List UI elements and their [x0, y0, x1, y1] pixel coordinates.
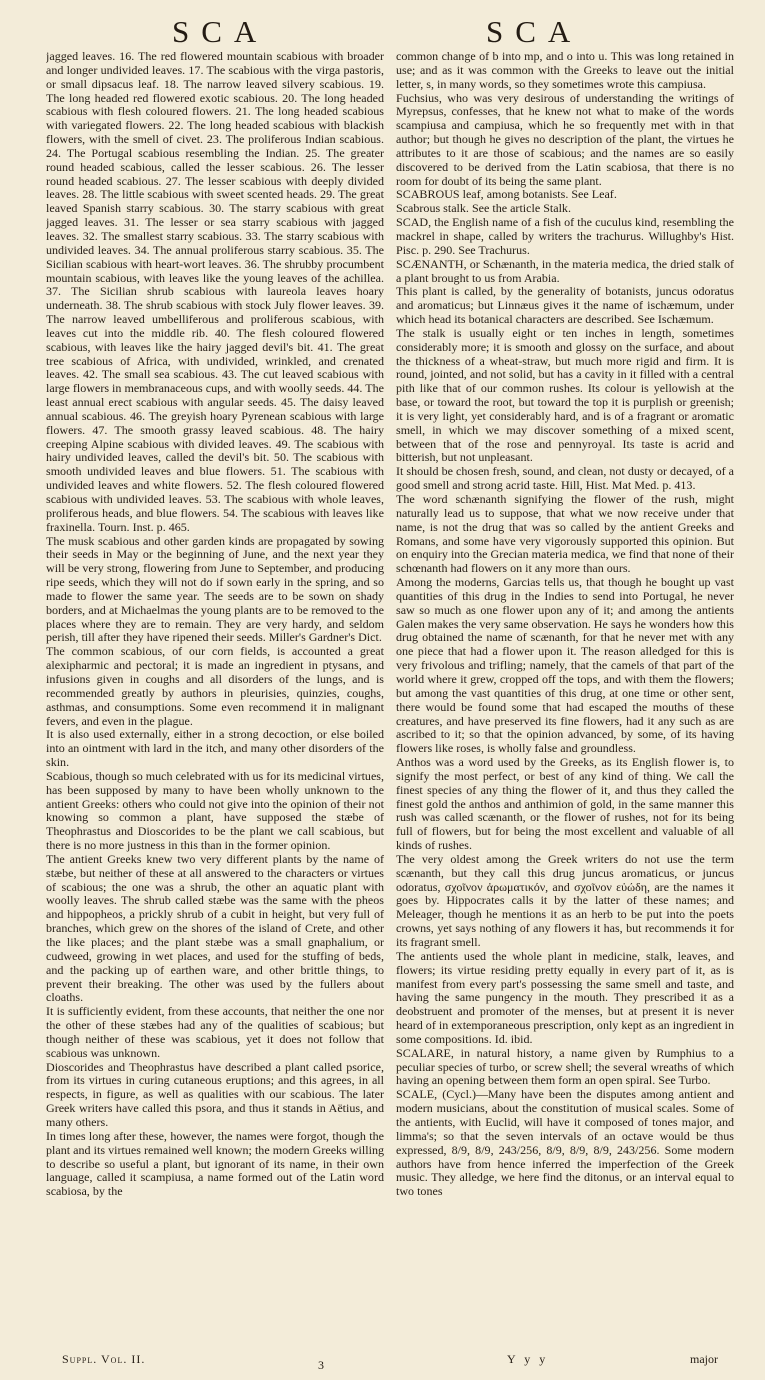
- paragraph: In times long after these, however, the names were forgot, though the plant and its virtues remained well known; the modern Greeks willing to describe so useful a plant, but ignorant of its name, in their own language, called it scampiusa, a name formed out of the Latin word scabiosa, by the: [46, 1128, 384, 1199]
- paragraph: It is sufficiently evident, from these accounts, that neither the one nor the other of these stæbes had any of the qualities of scabious; but though neither of these was scabious, yet it does not follow that scabious was unknown.: [46, 1004, 384, 1060]
- page-footer: [0, 1352, 765, 1376]
- entry-scale: SCALE, (Cycl.)—Many have been the disputes among antient and modern musicians, about the constitution of musical scales. Some of the antients, with Euclid, will have it composed of tones major, and limma's; so that the seven intervals of an octave would be thus expressed, 8/9, 8/9, 243/256, 8/9, 8/9, 8/9, 243/256. Some modern authors have from hence inferred the imperfection of the Greek music. They alledge, we here find the ditonus, or an interval equal to two tones: [396, 1087, 734, 1199]
- paragraph: The antient Greeks knew two very different plants by the name of stæbe, but neither of these at all answered to the characters or virtues of scabious; the one was a shrub, the other an aquatic plant with woolly leaves. The shrub called stæbe was the same with the pheos and hippopheos, a prickly shrub of a cubit in height, but very full of branches, which grew on the shores of the island of Crete, and other the like places; and the plant stæbe was a small gnaphalium, or cudweed, growing in wet places, and used for the stuffing of beds, and the packing up of earthen ware, and other brittle things, to prevent their breaking. The other was used by the fullers about cloaths.: [46, 851, 384, 1005]
- entry-scad: SCAD, the English name of a fish of the cuculus kind, resembling the mackrel in shape, called by writers the trachurus. Willughby's Hist. Pisc. p. 290. See Trachurus.: [396, 215, 734, 257]
- paragraph: The musk scabious and other garden kinds are propagated by sowing their seeds in May or the beginning of June, and the next year they will be very strong, flowering from June to September, and producing ripe seeds, which they will not do if sown early in the spring, and so made to flower the same year. The seeds are to be sown on shady borders, and at Michaelmas the young plants are to be removed to the places where they are to remain. They are very hardy, and seldom perish, till after they have ripened their seeds. Miller's Gardner's Dict.: [46, 533, 384, 645]
- paragraph: This plant is called, by the generality of botanists, juncus odoratus and aromaticus; but Linnæus gives it the name of ischæmum, under which head its botanical characters are described. See Ischæmum.: [396, 284, 734, 327]
- paragraph: The antients used the whole plant in medicine, stalk, leaves, and flowers; its virtue residing pretty equally in every part of it, as is manifest from every part's possessing the same smell and taste, and having the same pungency in the mouth. They prescribed it as a deobstruent and promoter of the menses, but at present it is never heard of in extemporaneous prescription, only kept as an ingredient in some compositions. Id. ibid.: [396, 948, 734, 1046]
- paragraph: The stalk is usually eight or ten inches in length, sometimes considerably more; it is smooth and glossy on the surface, and about the thickness of a wheat-straw, but much more rigid and firm. It is round, jointed, and not solid, but has a cavity in it filled with a central pith like that of our common rushes. Its colour is yellowish at the base, or toward the root, but toward the top it is purplish or greenish; it is very light, yet considerably hard, and is of a fragrant or aromatic smell, in which we may discover something of a mixed scent, between that of the rose and pennyroyal. Its taste is acrid and bitterish, but not unpleasant.: [396, 325, 734, 465]
- volume-label: Suppl. Vol. II.: [62, 1352, 146, 1366]
- entry-scalare: SCALARE, in natural history, a name given by Rumphius to a peculiar species of turbo, or screw shell; the several wreaths of which having an opening between them form an open spiral. See Turbo.: [396, 1045, 734, 1088]
- paragraph: It should be chosen fresh, sound, and clean, not dusty or decayed, of a good smell and strong acrid taste. Hill, Hist. Mat Med. p. 413.: [396, 464, 734, 493]
- right-column: [396, 50, 734, 1350]
- paragraph: The common scabious, of our corn fields, is accounted a great alexipharmic and pectoral; it is made an ingredient in ptysans, and infusions given in coughs and all disorders of the lungs, and is recommended greatly by authors in pleurisies, quinzies, coughs, asthmas, and consumptions. Some even recommend it in malignant fevers, and even in the plague.: [46, 644, 384, 728]
- page-number: 3: [318, 1358, 324, 1372]
- entry-scabrous-stalk: Scabrous stalk. See the article Stalk.: [396, 201, 571, 216]
- running-head-right: SCA: [486, 14, 583, 49]
- paragraph: Scabious, though so much celebrated with us for its medicinal virtues, has been supposed by many to have been wholly unknown to the antient Greeks: others who could not give into the opinion of their not knowing so common a plant, have supposed the stæbe of Theophrastus and Dioscorides to be the plant we call scabious, but there is no more justness in this than in the former opinion.: [46, 768, 384, 853]
- paragraph: Fuchsius, who was very desirous of understanding the writings of Myrepsus, confesses, that he knew not what to make of the words scampiusa and campiusa, which he so frequently met with in that author; but though he gives no description of the plant, the virtues he attributes to it are those of scabious; and the names are so easily discovered to be derived from the Latin scabiosa, that there is no room for doubt of its being the same plant.: [396, 90, 734, 188]
- running-head-left: SCA: [172, 14, 269, 49]
- paragraph: Anthos was a word used by the Greeks, as its English flower is, to signify the most perfect, or best of any kind of thing. We call the finest species of any thing the flower of it, and thus they called the finest gold the anthos and anthimion of gold, in the same manner this rush was called scænanth, or the flower of rushes, not for its being full of flowers, but for being the most excellent and valuable of all kinds of rushes.: [396, 755, 734, 853]
- running-head: [0, 14, 765, 54]
- paragraph: It is also used externally, either in a strong decoction, or else boiled into an ointment with lard in the itch, and many other disorders of the skin.: [46, 727, 384, 770]
- paragraph: The word schænanth signifying the flower of the rush, might naturally lead us to suppose, that what we now receive under that name, is not the drug that was so called by the antient Greeks and Romans, and some have very vigorously supported this opinion. But on enquiry into the Grecian materia medica, we find that none of their schœnanth had flowers on it any more than ours.: [396, 492, 734, 576]
- paragraph: jagged leaves. 16. The red flowered mountain scabious with broader and longer undivided leaves. 17. The scabious with the virga pastoris, or small dipsacus leaf. 18. The narrow leaved silvery scabious. 19. The long headed red flowered exotic scabious. 20. The long headed scabious with flesh coloured flowers. 21. The long headed scabious with variegated flowers. 22. The long headed scabious with blackish flowers, with the smell of civet. 23. The proliferous Indian scabious. 24. The Portugal scabious resembling the Indian. 25. The greater round headed scabious, called the lesser scabious. 26. The lesser round headed scabious. 27. The lesser scabious with deeply divided leaves. 28. The little scabious with sweet scented heads. 29. The great leaved Spanish starry scabious. 30. The starry scabious with great jagged leaves. 31. The lesser or sea starry scabious with jagged leaves. 32. The smallest starry scabious. 33. The starry scabious with undivided leaves. 34. The annual proliferous starry scabious. 35. The Sicilian scabious with heart-wort leaves. 36. The shrubby procumbent mountain scabious, with leaves like the young leaves of the achillea. 37. The Sicilian shrub scabious with laureola leaves hoary underneath. 38. The shrub scabious with stock July flower leaves. 39. The narrow leaved umbelliferous and proliferous scabious, with leaves cut into the middle rib. 40. The flesh coloured flowered scabious, with leaves like the hairy jagged devil's bit. 41. The great tree scabious of Africa, with undivided, wrinkled, and crenated leaves. 42. The small sea scabious. 43. The cut leaved scabious with large flowers in membranaceous cups, and with woolly seeds. 44. The least annual erect scabious with angular seeds. 45. The daisy leaved annual scabious. 46. The greyish hoary Pyrenean scabious with large flowers. 47. The smooth grassy leaved scabious. 48. The hairy creeping Alpine scabious with divided leaves. 49. The scabious with hairy undivided leaves, called the devil's bit. 50. The scabious with smooth undivided leaves and blue flowers. 51. The scabious with undivided leaves and white flowers. 52. The flesh coloured flowered scabious with undivided leaves. 53. The scabious with whole leaves, proliferous heads, and blue flowers. 54. The scabious with leaves like fraxinella. Tourn. Inst. p. 465.: [46, 50, 384, 534]
- catchword: major: [690, 1352, 718, 1366]
- paragraph: Among the moderns, Garcias tells us, that though he bought up vast quantities of this drug in the Indies to send into Portugal, he never saw so much as one flower upon any of it; and among the antients Galen makes the very same observation. He says he wonders how this drug obtained the name of scænanth, for that he never met with any one piece that had a flower upon it. The reason alledged for this is very frivolous and trifling; namely, that the camels of that part of the world where it grew, cropped off the tops, and with them the flowers; but among the vast quantities of this drug, at one time or other sent, there would be found some that had escaped the mouths of these creatures, and have preserved its fine flowers, had it any such as are ascribed to it; so that the opinion advanced, by some, of its having flowers like roses, is wholly false and groundless.: [396, 575, 734, 756]
- paragraph: Dioscorides and Theophrastus have described a plant called psorice, from its virtues in curing cutaneous eruptions; and this agrees, in all respects, in figure, as well as qualities with our scabious. The later Greek writers have called this psora, and thus it stands in Aëtius, and many others.: [46, 1059, 384, 1129]
- entry-scaenanth: SCÆNANTH, or Schænanth, in the materia medica, the dried stalk of a plant brought to us from Arabia.: [396, 256, 734, 285]
- paragraph: The very oldest among the Greek writers do not use the term scænanth, but they call this drug juncus aromaticus, or juncus odoratus, σχοῖνον ἀρωματικόν, and σχοῖνον εὐώδη, are the names it goes by. Hippocrates calls it by the latter of these names; and Meleager, though he mentions it as an herb to be put into the poets crowns, yet says nothing of any flowers it has, but recommends it for its fragrant smell.: [396, 851, 734, 949]
- left-column: [46, 50, 384, 1350]
- signature-mark: Y y y: [507, 1352, 549, 1366]
- paragraph: common change of b into mp, and o into u. This was long retained in use; and as it was common with the Greeks to leave out the initial letter, s, in many words, so they sometimes wrote this campiusa.: [396, 50, 734, 91]
- entry-scabrous-leaf: SCABROUS leaf, among botanists. See Leaf.: [396, 187, 617, 202]
